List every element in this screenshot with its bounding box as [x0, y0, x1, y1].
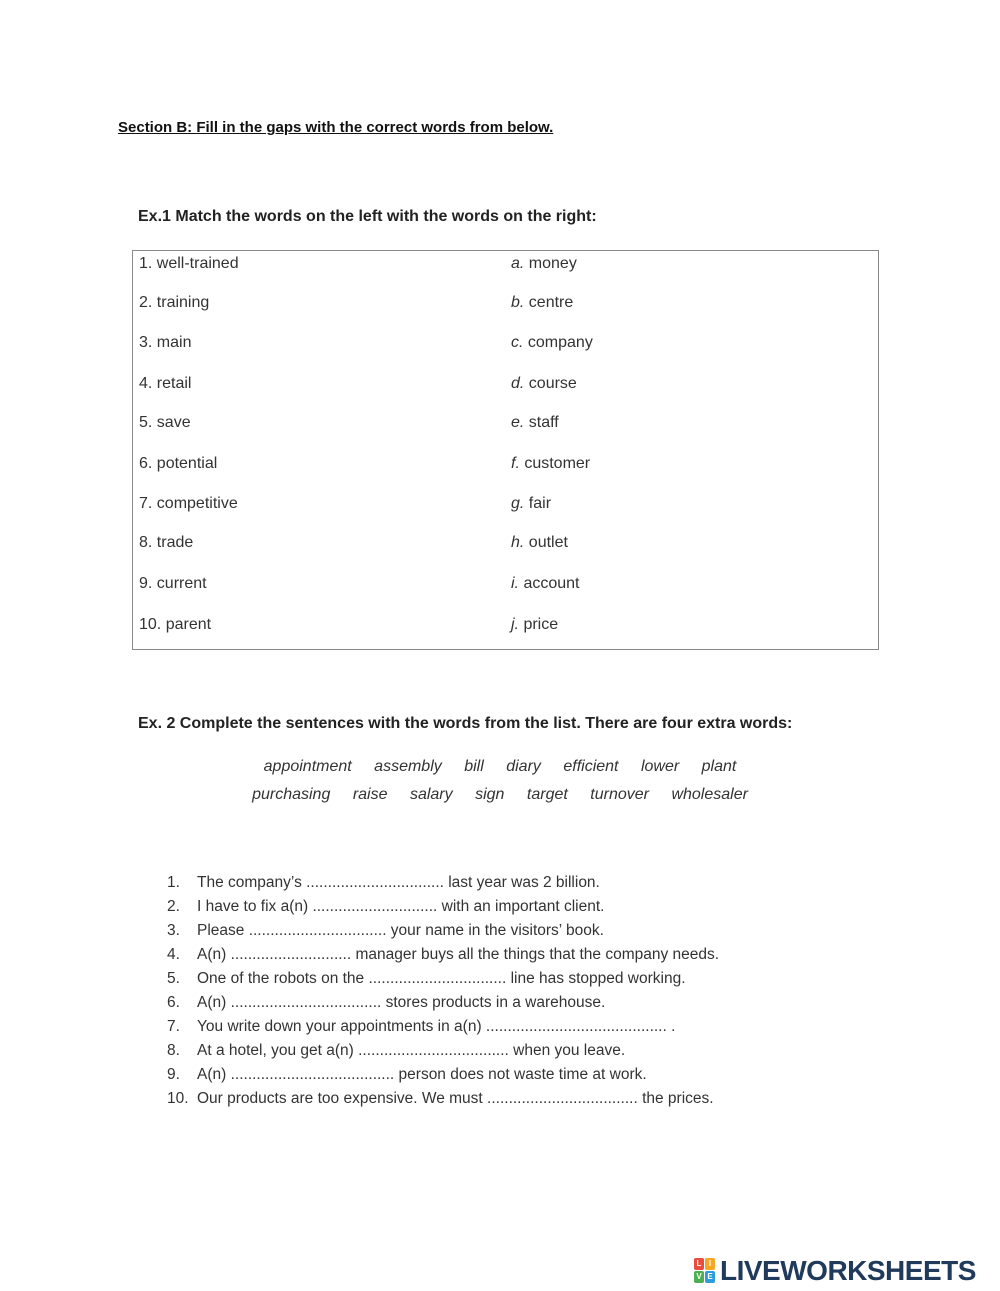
option-word: course: [524, 375, 577, 392]
sentence-text: A(n) ................................... stores products in a warehouse.: [197, 994, 606, 1011]
exercise-1-title: Ex.1 Match the words on the left with the words on the right:: [138, 208, 597, 225]
word-bank-word: assembly: [374, 758, 442, 775]
option-letter: b.: [511, 294, 525, 311]
word-bank-word: bill: [464, 758, 484, 775]
left-term: 2. training: [139, 294, 210, 311]
sentence-item: [167, 994, 605, 1012]
option-letter: f.: [511, 455, 520, 472]
sentence-number: 9.: [167, 1066, 180, 1083]
sentence-text: Please ................................ your name in the visitors’ book.: [197, 922, 604, 939]
sentence-text: I have to fix a(n) ............................. with an important client.: [197, 898, 605, 915]
sentence-number: 3.: [167, 922, 180, 939]
left-term: 8. trade: [139, 534, 194, 551]
option-letter: d.: [511, 375, 525, 392]
option-letter: e.: [511, 414, 525, 431]
option-letter: a.: [511, 255, 525, 272]
match-row: [133, 414, 878, 434]
left-term: 5. save: [139, 414, 191, 431]
option-word: company: [523, 334, 593, 351]
option-word: centre: [524, 294, 574, 311]
sentence-item: [167, 874, 600, 892]
logo-tile: I: [705, 1258, 715, 1270]
logo-tile: L: [694, 1258, 704, 1270]
match-row: [133, 334, 878, 354]
right-term: [511, 375, 577, 393]
word-bank-word: salary: [409, 786, 453, 803]
match-row: [133, 455, 878, 475]
right-term: [511, 534, 568, 552]
logo-tile: E: [705, 1271, 715, 1283]
sentence-text: A(n) ...................................... person does not waste time at work.: [197, 1066, 647, 1083]
sentence-text: At a hotel, you get a(n) ................................... when you leave.: [197, 1042, 626, 1059]
word-bank-line-2: [0, 786, 1000, 804]
right-term: [511, 334, 593, 352]
option-letter: j.: [511, 616, 519, 633]
option-word: account: [519, 575, 580, 592]
match-row: [133, 575, 878, 595]
sentence-item: [167, 946, 719, 964]
word-bank-word: lower: [640, 758, 680, 775]
right-term: [511, 616, 558, 634]
right-term: [511, 495, 551, 513]
section-heading: Section B: Fill in the gaps with the correct words from below.: [118, 119, 554, 136]
sentence-number: 8.: [167, 1042, 180, 1059]
sentence-item: [167, 1042, 625, 1060]
sentence-number: 6.: [167, 994, 180, 1011]
sentence-item: [167, 1066, 647, 1084]
word-bank-line-1: [0, 758, 1000, 776]
word-bank-word: wholesaler: [671, 786, 748, 803]
logo-tile: V: [694, 1271, 704, 1283]
left-term: 4. retail: [139, 375, 192, 392]
word-bank-word: diary: [506, 758, 541, 775]
word-bank-word: raise: [352, 786, 388, 803]
word-bank-word: plant: [701, 758, 737, 775]
option-letter: g.: [511, 495, 525, 512]
left-term: 1. well-trained: [139, 255, 239, 272]
word-bank-word: appointment: [263, 758, 352, 775]
sentence-item: [167, 1090, 714, 1108]
match-row: [133, 534, 878, 554]
right-term: [511, 455, 590, 473]
match-row: [133, 375, 878, 395]
sentence-item: [167, 898, 604, 916]
sentence-text: One of the robots on the ................................ line has stopped working.: [197, 970, 686, 987]
word-bank-word: efficient: [563, 758, 619, 775]
right-term: [511, 414, 559, 432]
liveworksheets-logo-text: LIVEWORKSHEETS: [720, 1255, 976, 1286]
option-word: money: [524, 255, 577, 272]
option-letter: c.: [511, 334, 524, 351]
word-bank-word: turnover: [590, 786, 649, 803]
sentence-number: 7.: [167, 1018, 180, 1035]
sentence-text: You write down your appointments in a(n) .......................................... .: [197, 1018, 676, 1035]
sentence-text: Our products are too expensive. We must ................................... the prices.: [197, 1090, 714, 1107]
right-term: [511, 255, 577, 273]
option-letter: h.: [511, 534, 525, 551]
matching-table: [132, 250, 879, 650]
liveworksheets-logo-icon: [694, 1258, 716, 1284]
right-term: [511, 294, 573, 312]
option-letter: i.: [511, 575, 519, 592]
option-word: outlet: [524, 534, 568, 551]
option-word: staff: [524, 414, 559, 431]
left-term: 10. parent: [139, 616, 212, 633]
word-bank-word: target: [526, 786, 568, 803]
sentence-number: 10.: [167, 1090, 189, 1107]
word-bank-word: sign: [475, 786, 505, 803]
right-term: [511, 575, 579, 593]
option-word: price: [519, 616, 559, 633]
left-term: 7. competitive: [139, 495, 238, 512]
match-row: [133, 616, 878, 636]
sentence-item: [167, 922, 604, 940]
sentence-number: 1.: [167, 874, 180, 891]
sentence-text: A(n) ............................ manager buys all the things that the company needs.: [197, 946, 720, 963]
match-row: [133, 255, 878, 275]
exercise-2-title: Ex. 2 Complete the sentences with the words from the list. There are four extra words:: [138, 715, 793, 732]
match-row: [133, 294, 878, 314]
option-word: customer: [519, 455, 591, 472]
left-term: 3. main: [139, 334, 192, 351]
sentence-item: [167, 1018, 675, 1036]
match-row: [133, 495, 878, 515]
left-term: 6. potential: [139, 455, 218, 472]
sentence-number: 4.: [167, 946, 180, 963]
sentence-number: 5.: [167, 970, 180, 987]
sentence-number: 2.: [167, 898, 180, 915]
word-bank-word: purchasing: [252, 786, 331, 803]
sentence-item: [167, 970, 686, 988]
sentence-text: The company’s ................................ last year was 2 billion.: [197, 874, 600, 891]
left-term: 9. current: [139, 575, 207, 592]
option-word: fair: [524, 495, 552, 512]
